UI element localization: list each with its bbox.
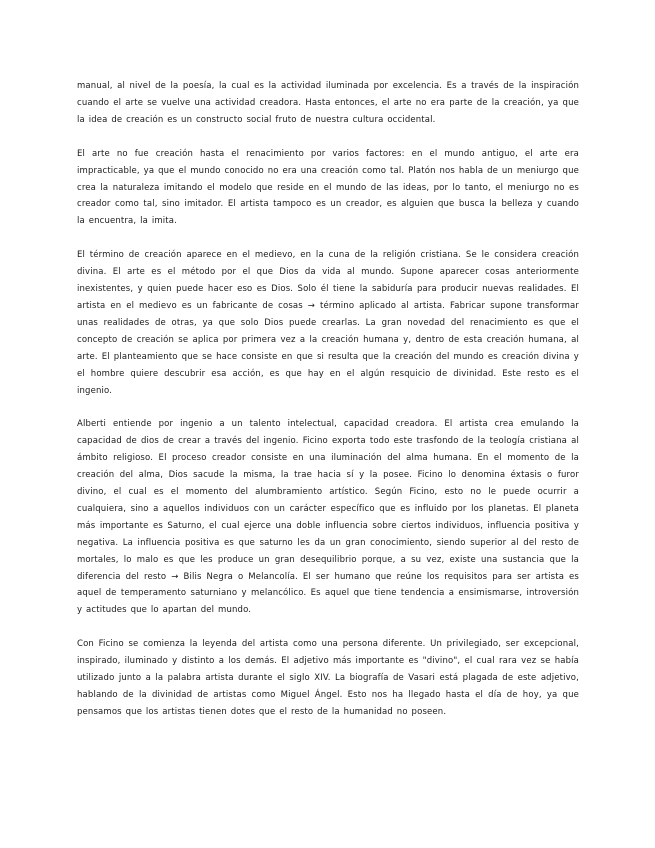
paragraph-2: El arte no fue creación hasta el renacimiento por varios factores: en el mundo antiguo, el arte era impracticable, ya que el mundo conocido no era una creación como tal. Platón nos habla de un meniurgo que crea la naturaleza imitando el modelo que reside en el mundo de las ideas, por lo tanto, el meniurgo no es creador como tal, sino imitador. El artista tampoco es un creador, es alguien que busca la belleza y cuando la encuentra, la imita. <box>77 148 579 227</box>
paragraph-5: Con Ficino se comienza la leyenda del artista como una persona diferente. Un privilegiado, ser excepcional, inspirado, iluminado y distinto a los demás. El adjetivo más importante es "divino", el cual rara vez se había utilizado junto a la palabra artista durante el siglo XIV. La biografía de Vasari está plagada de este adjetivo, hablando de la divinidad de artistas como Miguel Ángel. Esto nos ha llegado hasta el día de hoy, ya que pensamos que los artistas tienen dotes que el resto de la humanidad no poseen. <box>77 639 579 717</box>
paragraph-3: El término de creación aparece en el medievo, en la cuna de la religión cristiana. Se le considera creación divina. El arte es el método por el que Dios da vida al mundo. Supone aparecer cosas anteriormente inexistentes, y quien puede hacer eso es Dios. Solo él tiene la sabiduría para producir nuevas realidades. El artista en el medievo es un fabricante de cosas → término aplicado al artista. Fabricar supone transformar unas realidades de otras, ya que solo Dios puede crearlas. La gran novedad del renacimiento es que el concepto de creación se aplica por primera vez a la creación humana y, dentro de esta creación humana, al arte. El planteamiento que se hace consiste en que si resulta que la creación del mundo es creación divina y el hombre quiere descubrir esa acción, es que hay en el algún resquicio de divinidad. Este resto es el ingenio. <box>77 250 579 396</box>
paragraph-4: Alberti entiende por ingenio a un talento intelectual, capacidad creadora. El artista crea emulando la capacidad de dios de crear a través del ingenio. Ficino exporta todo este trasfondo de la teología cristiana al ámbito religioso. El proceso creador consiste en una iluminación del alma humana. En el momento de la creación del alma, Dios sacude la misma, la trae hacia sí y la posee. Ficino lo denomina éxtasis o furor divino, el cual es el momento del alumbramiento artístico. Según Ficino, esto no le puede ocurrir a cualquiera, sino a aquellos individuos con un carácter específico que es influido por los planetas. El planeta más importante es Saturno, el cual ejerce una doble influencia sobre ciertos individuos, influencia positiva y negativa. La influencia positiva es que saturno les da un gran conocimiento, siendo superior al del resto de mortales, lo malo es que les produce un gran desequilibrio porque, a su vez, existe una sustancia que la diferencia del resto → Bilis Negra o Melancolía. El ser humano que reúne los requisitos para ser artista es aquel de temperamento saturniano y melancólico. Es aquel que tiene tendencia a ensimismarse, introversión y actitudes que lo apartan del mundo. <box>77 419 579 616</box>
paragraph-1: manual, al nivel de la poesía, la cual es la actividad iluminada por excelencia. Es a través de la inspiración cuando el arte se vuelve una actividad creadora. Hasta entonces, el arte no era parte de la creación, ya que la idea de creación es un constructo social fruto de nuestra cultura occidental. <box>77 81 579 125</box>
document-body <box>77 78 579 738</box>
